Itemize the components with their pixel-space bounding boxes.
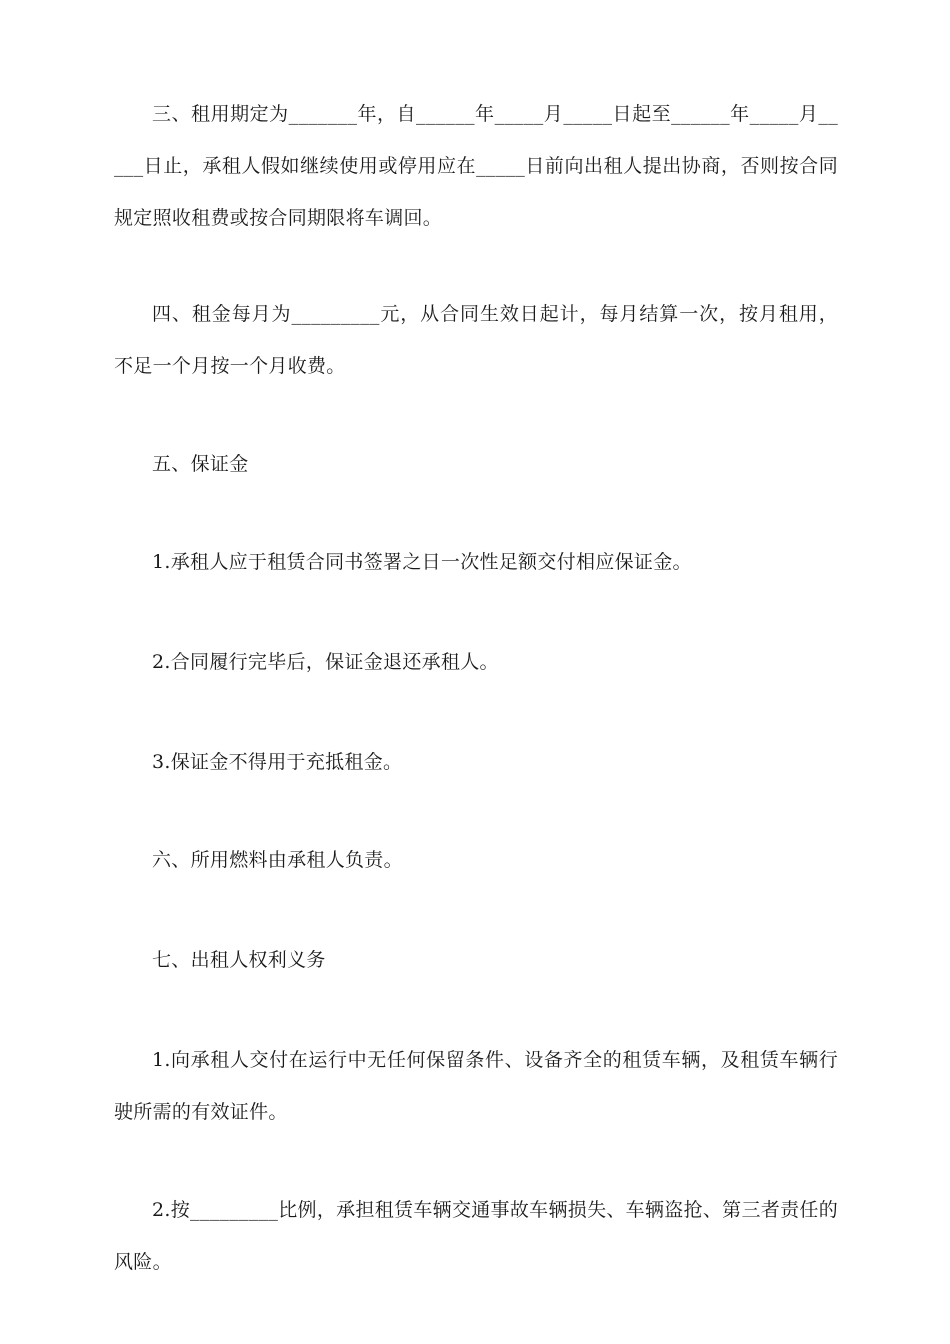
clause-5-item-3: 3.保证金不得用于充抵租金。 bbox=[152, 751, 403, 773]
clause-7-heading-lessor-rights: 七、出租人权利义务 bbox=[152, 949, 326, 971]
clause-4-monthly-rent: 四、租金每月为_________元，从合同生效日起计，每月结算一次，按月租用，不足一个月按一个月收费。 bbox=[114, 303, 838, 377]
clause-6-fuel: 六、所用燃料由承租人负责。 bbox=[152, 849, 403, 871]
clause-5-item-2: 2.合同履行完毕后，保证金退还承租人。 bbox=[152, 651, 499, 673]
clause-5-item-1: 1.承租人应于租赁合同书签署之日一次性足额交付相应保证金。 bbox=[152, 551, 692, 573]
clause-7-item-1: 1.向承租人交付在运行中无任何保留条件、设备齐全的租赁车辆，及租赁车辆行驶所需的有效证件。 bbox=[114, 1049, 838, 1123]
clause-7-item-2: 2.按_________比例，承担租赁车辆交通事故车辆损失、车辆盗抢、第三者责任的风险。 bbox=[114, 1199, 838, 1273]
clause-3-lease-term: 三、租用期定为_______年，自______年_____月_____日起至______年_____月_____日止，承租人假如继续使用或停用应在_____日前向出租人提出协商，否则按合同规定照收租费或按合同期限将车调回。 bbox=[114, 103, 838, 229]
clause-5-heading-deposit: 五、保证金 bbox=[152, 453, 249, 475]
